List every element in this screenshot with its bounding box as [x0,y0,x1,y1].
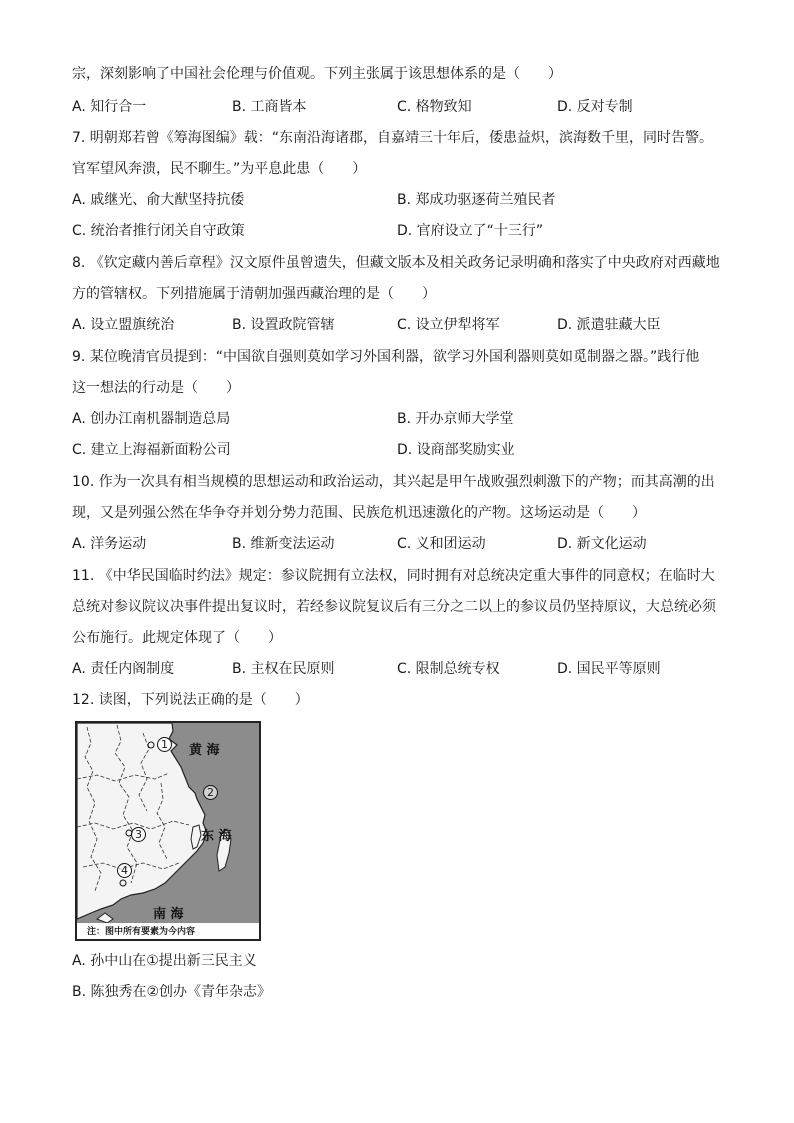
question-7-line-2: 官军望风奔溃，民不聊生。”为平息此患（ ） [72,161,367,177]
map-figure [75,721,261,941]
q7-option-d: D. 官府设立了“十三行” [397,223,544,239]
question-9-line-1: 9. 某位晚清官员提到：“中国欲自强则莫如学习外国利器，欲学习外国利器则莫如觅制器之器。”践行他 [72,349,700,365]
q11-option-c: C. 限制总统专权 [397,661,500,677]
q12-option-b: B. 陈独秀在②创办《青年杂志》 [72,984,272,1000]
question-9-line-2: 这一想法的行动是（ ） [72,380,240,396]
question-8-line-1: 8. 《钦定藏内善后章程》汉文原件虽曾遗失，但藏文版本及相关政务记录明确和落实了中央政府对西藏地 [72,255,720,271]
map-marker-3: 3 [131,827,146,842]
q9-option-b: B. 开办京师大学堂 [397,411,514,427]
q7-option-c: C. 统治者推行闭关自守政策 [72,223,245,239]
q6-option-a: A. 知行合一 [72,99,147,115]
q9-option-a: A. 创办江南机器制造总局 [72,411,231,427]
q9-option-d: D. 设商部奖励实业 [397,442,515,458]
q8-option-d: D. 派遣驻藏大臣 [557,317,661,333]
map-marker-2: 2 [203,785,218,800]
question-6-text: 宗，深刻影响了中国社会伦理与价值观。下列主张属于该思想体系的是（ ） [72,66,562,82]
q10-option-c: C. 义和团运动 [397,536,486,552]
map-marker-4: 4 [117,863,132,878]
q10-option-d: D. 新文化运动 [557,536,647,552]
q9-option-c: C. 建立上海福新面粉公司 [72,442,231,458]
q7-option-a: A. 戚继光、俞大猷坚持抗倭 [72,192,245,208]
q12-option-a: A. 孙中山在①提出新三民主义 [72,953,257,969]
q11-option-d: D. 国民平等原则 [557,661,661,677]
question-10-line-1: 10. 作为一次具有相当规模的思想运动和政治运动，其兴起是甲午战败强烈刺激下的产物；而其高潮的出 [72,474,715,490]
question-8-line-2: 方的管辖权。下列措施属于清朝加强西藏治理的是（ ） [72,286,436,302]
q6-option-c: C. 格物致知 [397,99,472,115]
question-11-line-3: 公布施行。此规定体现了（ ） [72,630,282,646]
q8-option-c: C. 设立伊犁将军 [397,317,500,333]
map-note: 注：图中所有要素为今内容 [77,923,261,941]
map-graphic [77,723,259,923]
q11-option-b: B. 主权在民原则 [232,661,335,677]
q6-option-b: B. 工商皆本 [232,99,307,115]
south-sea-label: 南 海 [153,907,184,922]
question-10-line-2: 现，又是列强公然在华争夺并划分势力范围、民族危机迅速激化的产物。这场运动是（ ） [72,505,646,521]
question-7-line-1: 7. 明朝郑若曾《筹海图编》载：“东南沿海诸郡，自嘉靖三十年后，倭患益炽，滨海数千里，同时告警。 [72,130,714,146]
question-11-line-2: 总统对参议院议决事件提出复议时，若经参议院复议后有三分之二以上的参议员仍坚持原议，大总统必须 [72,599,716,615]
question-12-text: 12. 读图，下列说法正确的是（ ） [72,692,309,708]
map-marker-1: 1 [157,737,172,752]
q7-option-b: B. 郑成功驱逐荷兰殖民者 [397,192,556,208]
east-sea-label: 东 海 [201,829,232,844]
question-11-line-1: 11. 《中华民国临时约法》规定：参议院拥有立法权，同时拥有对总统决定重大事件的同意权；在临时大 [72,568,715,584]
q6-option-d: D. 反对专制 [557,99,633,115]
q11-option-a: A. 责任内阁制度 [72,661,175,677]
q10-option-a: A. 洋务运动 [72,536,147,552]
yellow-sea-label: 黄 海 [189,743,220,758]
q8-option-b: B. 设置政院管辖 [232,317,335,333]
q8-option-a: A. 设立盟旗统治 [72,317,175,333]
q10-option-b: B. 维新变法运动 [232,536,335,552]
